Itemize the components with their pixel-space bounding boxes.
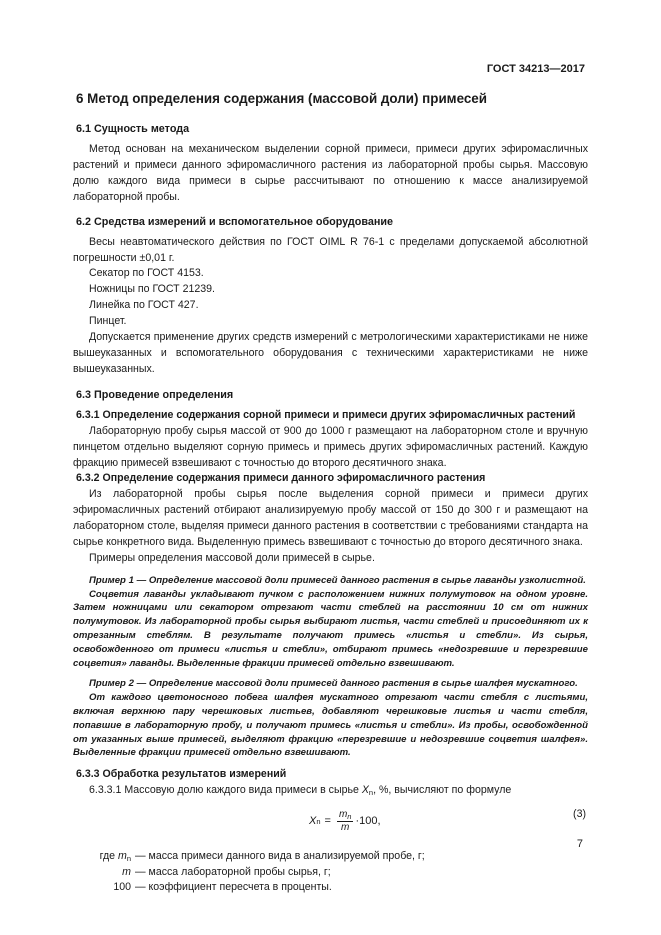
legend-row: где $m_n$ — масса примеси данного вида в анализируемой пробе, г; [99, 850, 425, 864]
equipment-ruler: Линейка по ГОСТ 427. [89, 299, 199, 312]
section-6-3-2-text: Из лабораторной пробы сырья после выделения сорной примеси и примеси других эфиромасличных растений отбирают анализируемую пробу массой от 150 до 300 г и размещают на лабораторном столе, выделяя примеси данного растения в соответствии с требованиями стандарта на сырье конкретного вида. Выделенную примесь взвешивают с точностью до второго десятичного знака. [73, 488, 588, 549]
equipment-scales: Весы неавтоматического действия по ГОСТ OIML R 76-1 с пределами допускаемой абсолютной погрешности ±0,01 г. [73, 235, 588, 264]
equipment-tweezers: Пинцет. [89, 315, 127, 328]
equipment-scissors: Ножницы по ГОСТ 21239. [89, 283, 215, 296]
section-6-3-title: 6.3 Проведение определения [76, 388, 234, 401]
formula-lhs: X [309, 814, 317, 827]
section-6-1-text: Метод основан на механическом выделении сорной примеси, примеси других эфиромасличных растений и примеси данного эфиромасличного растения из лабораторной пробы сырья. Массовую долю каждого вида примеси в сырье рассчитывают по отношению к массе анализируемой лабораторной пробы. [73, 143, 588, 203]
formula-equals: = [324, 814, 331, 827]
example-1-text: Соцветия лаванды укладывают пучком с расположением нижних полумутовок на одном уровне. Затем ножницами или секатором отрезают части стеблей на расстоянии 10 см от нижних полумутовок. Из лабораторной пробы сырья выбирают листья, части стеблей и присоединяют их к отрезанным стеблям. В результате получают примесь «листья и стебли». Из сырья, освобожденного от примеси «листья и стебли», отбирают примесь «недозревшие и перезревшие соцветия» лаванды. Выделенные фракции примесей отдельно взвешивают. [73, 588, 588, 669]
equipment-alternatives: Допускается применение других средств измерений с метрологическими характеристиками не ниже вышеуказанных и вспомогательного оборудования с техническими характеристиками не ниже вышеуказанных. [73, 331, 588, 375]
page-number: 7 [576, 838, 583, 851]
section-6-1-title: 6.1 Сущность метода [76, 123, 190, 135]
equipment-pruner: Секатор по ГОСТ 4153. [89, 267, 204, 280]
example-2-heading: Пример 2 — Определение массовой доли примесей данного растения в сырье шалфея мускатного. [89, 678, 578, 690]
equation-number: (3) [573, 808, 586, 821]
formula-fraction: $\frac{m_n}{m}$ [338, 809, 352, 834]
standard-designation: ГОСТ 34213—2017 [486, 63, 585, 75]
formula-lead: 6.3.3.1 Массовую долю каждого вида примеси в сырье $X_n$, %, вычисляют по формуле [89, 784, 512, 798]
section-6-3-2-title: 6.3.2 Определение содержания примеси данного эфиромасличного растения [76, 472, 486, 485]
legend-row: 100 — коэффициент пересчета в проценты. [113, 881, 332, 894]
section-6-title: 6 Метод определения содержания (массовой доли) примесей [76, 91, 487, 106]
section-6-3-1-text: Лабораторную пробу сырья массой от 900 до 1000 г размещают на лабораторном столе и вручную пинцетом отдельно выделяют сорную примесь и примесь других эфиромасличных растений. Каждую фракцию примесей взвешивают с точностью до второго десятичного знака. [73, 424, 588, 469]
section-6-3-1-title: 6.3.1 Определение содержания сорной примеси и примеси других эфиромасличных растений [76, 408, 576, 421]
formula-legend [73, 849, 588, 896]
formula-tail: ·100, [355, 814, 381, 827]
example-1-heading: Пример 1 — Определение массовой доли примесей данного растения в сырье лаванды узколистной. [89, 574, 586, 586]
legend-row: m — масса лабораторной пробы сырья, г; [122, 865, 331, 878]
formula-3: X n = $\frac{m_n}{m}$ ·100, (3) [309, 808, 586, 834]
example-2-text: От каждого цветоносного побега шалфея мускатного отрезают части стебля с листьями, включая верхнюю пару черешковых листьев, добавляют черешковые листья и части стебля, попавшие в лабораторную пробу, и получают примесь «листья и стебли». Из пробы, освобожденной от указанных выше примесей, выделяют фракцию «перезревшие и недозревшие соцветия шалфея». Выделенные фракции примесей отдельно взвешивают. [73, 692, 588, 759]
section-6-2-title: 6.2 Средства измерений и вспомогательное оборудование [76, 215, 394, 228]
examples-intro: Примеры определения массовой доли примесей в сырье. [89, 551, 375, 564]
section-6-3-3-title: 6.3.3 Обработка результатов измерений [76, 768, 287, 781]
